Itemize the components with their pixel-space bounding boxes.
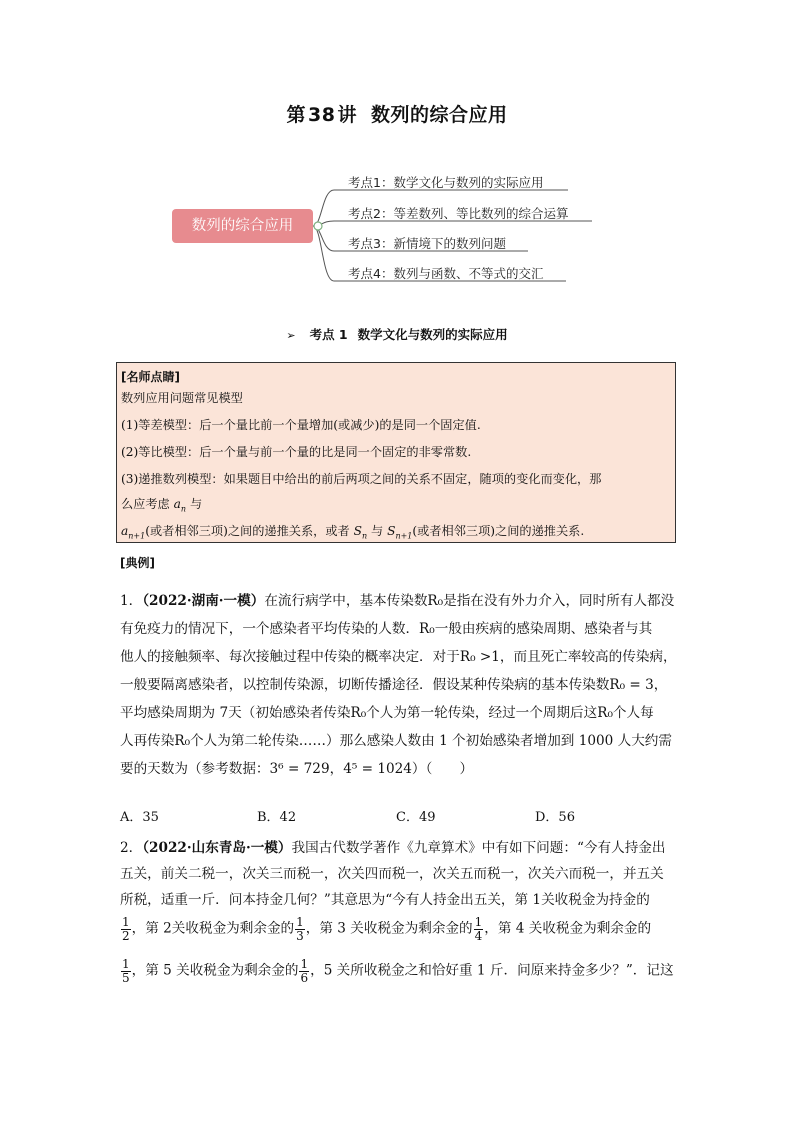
mindmap-root: 数列的综合应用 <box>172 209 313 243</box>
mindmap-item-2: 考点2：等差数列、等比数列的综合运算 <box>348 206 569 221</box>
tips-line-6-c: (或者相邻三项)之间的递推关系. <box>412 524 585 538</box>
math-a-n1: $a_{n+1}$ <box>121 524 146 541</box>
q2-number: 2． <box>120 840 143 856</box>
arrow-icon: ➢ <box>286 329 296 342</box>
q1-option-d[interactable]: D．56 <box>535 810 575 825</box>
q2-text-4b: ，第 3 关收税金为剩余金的 <box>305 920 473 937</box>
q2-text-5b: ，5 关所收税金之和恰好重 1 斤．问原来持金多少？”．记这 <box>310 962 674 979</box>
mindmap-item-1: 考点1：数学文化与数列的实际应用 <box>348 175 544 190</box>
title-number: 38 <box>308 104 336 126</box>
tips-line-4: (3)递推数列模型：如果题目中给出的前后两项之间的关系不固定，随项的变化而变化，那 <box>121 472 602 486</box>
mindmap-item-4: 考点4：数列与函数、不等式的交汇 <box>348 266 544 281</box>
fraction-1-6: $\frac{1}{6}$ <box>300 957 309 985</box>
tips-line-6-b: 与 <box>371 524 384 538</box>
q1-line-3: 他人的接触频率、每次接触过程中传染的概率决定．对于R₀ >1，而且死亡率较高的传染病， <box>120 649 677 665</box>
q1-source: （2022·湖南·一模） <box>142 593 265 609</box>
q1-number: 1． <box>120 593 143 609</box>
fraction-1-4: $\frac{1}{4}$ <box>474 915 483 943</box>
q1-line-4: 一般要隔离感染者，以控制传染源，切断传播途径．假设某种传染病的基本传染数R₀ = 3， <box>120 677 668 693</box>
tips-heading: [名师点睛] <box>121 370 180 384</box>
tips-line-1: 数列应用问题常见模型 <box>121 391 243 405</box>
section-name: 数学文化与数列的实际应用 <box>357 327 508 342</box>
title-suffix: 讲 <box>337 104 357 126</box>
q2-line-5 <box>120 958 674 984</box>
mindmap-item-3: 考点3：新情境下的数列问题 <box>348 236 506 251</box>
example-label: [典例] <box>120 556 155 570</box>
section-heading <box>0 325 794 343</box>
q1-line-5: 平均感染周期为 7天（初始感染者传染R₀个人为第一轮传染，经过一个周期后这R₀个人每 <box>120 705 654 721</box>
fraction-1-3: $\frac{1}{3}$ <box>296 915 304 943</box>
q1-line-1 <box>120 589 674 609</box>
q1-option-a[interactable]: A．35 <box>120 810 159 825</box>
q2-line-1 <box>120 836 665 856</box>
q2-line-4 <box>120 916 651 942</box>
title-prefix: 第 <box>286 104 307 126</box>
q1-line-6: 人再传染R₀个人为第二轮传染……）那么感染人数由 1 个初始感染者增加到 1000 人大约需 <box>120 733 672 749</box>
q2-text-5a: ，第 5 关收税金为剩余金的 <box>131 962 299 979</box>
math-s-n: $S_n$ <box>353 524 368 541</box>
tips-box <box>116 362 676 543</box>
tips-line-2: (1)等差模型：后一个量比前一个量增加(或减少)的是同一个固定值. <box>121 418 481 432</box>
fraction-1-2: $\frac{1}{2}$ <box>122 915 130 943</box>
fraction-1-5: $\frac{1}{5}$ <box>122 957 130 985</box>
section-label: 考点 1 <box>309 327 348 342</box>
q1-line-2: 有免疫力的情况下，一个感染者平均传染的人数．R₀一般由疾病的感染周期、感染者与其 <box>120 621 653 637</box>
q2-line-2: 五关，前关二税一，次关三而税一，次关四而税一，次关五而税一，次关六而税一，并五关 <box>120 866 664 882</box>
q1-option-b[interactable]: B．42 <box>257 810 297 825</box>
tips-line-5-a: 么应考虑 <box>121 497 170 511</box>
title-name: 数列的综合应用 <box>370 104 508 126</box>
q2-text-4c: ，第 4 关收税金为剩余金的 <box>484 920 652 937</box>
tips-line-5 <box>121 495 202 513</box>
q1-option-c[interactable]: C．49 <box>396 810 436 825</box>
math-a-n: $a_n$ <box>173 497 187 514</box>
q1-line-7: 要的天数为（参考数据：3⁶ = 729，4⁵ = 1024）（ ） <box>120 761 474 777</box>
mindmap-node-dot <box>314 222 322 230</box>
tips-line-6 <box>121 522 584 540</box>
q2-line-3: 所税，适重一斤．问本持金几何？”其意思为“今有人持金出五关，第 1关收税金为持金的 <box>120 892 650 908</box>
math-s-n1: $S_{n+1}$ <box>387 524 413 541</box>
q2-text-4a: ，第 2关收税金为剩余金的 <box>131 920 295 937</box>
q2-text-1: 我国古代数学著作《九章算术》中有如下问题：“今有人持金出 <box>291 840 666 856</box>
q1-options <box>0 806 794 826</box>
q2-source: （2022·山东青岛·一模） <box>142 840 292 856</box>
q1-text-1: 在流行病学中，基本传染数R₀是指在没有外力介入，同时所有人都没 <box>264 593 675 609</box>
tips-line-6-a: (或者相邻三项)之间的递推关系，或者 <box>145 524 350 538</box>
mindmap-connectors <box>0 0 794 300</box>
tips-line-3: (2)等比模型：后一个量与前一个量的比是同一个固定的非零常数. <box>121 445 472 459</box>
tips-line-5-b: 与 <box>189 497 203 511</box>
